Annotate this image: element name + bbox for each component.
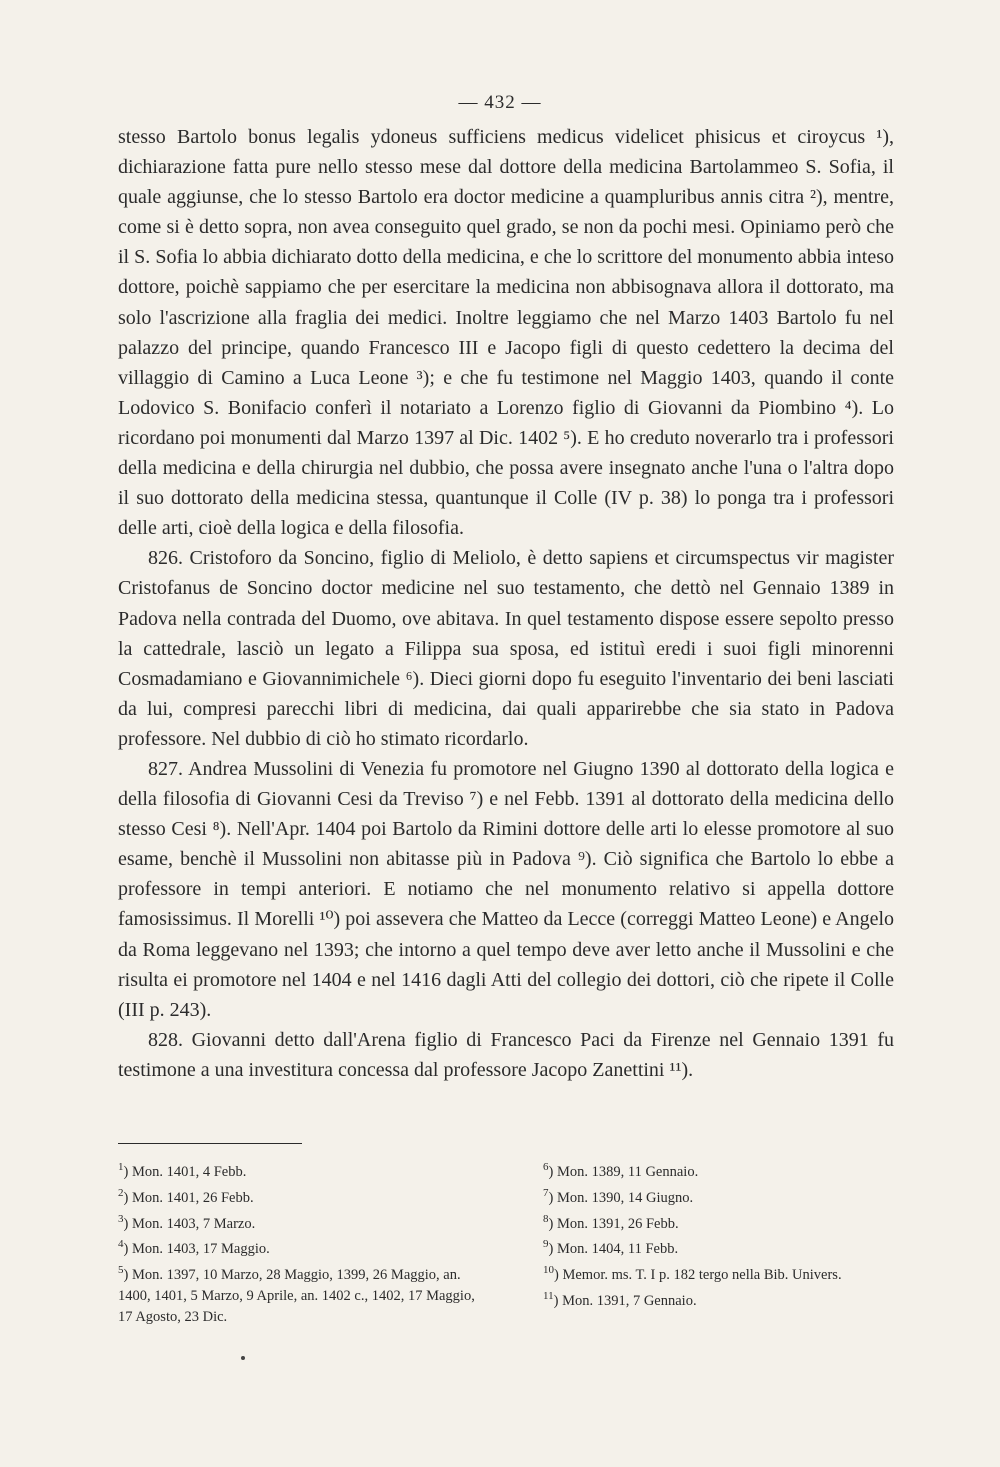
footnote: $^6$) Mon. 1389, 11 Gennaio. (543, 1161, 699, 1180)
footnote: $^8$) Mon. 1391, 26 Febb. (543, 1212, 679, 1232)
paragraph-828: 828. Giovanni detto dall'Arena figlio di Francesco Paci da Firenze nel Gennaio 1391 fu testimone a una investitura concessa dal professore Jacopo Zanettini ¹¹). (118, 1028, 894, 1081)
footnotes (118, 1157, 908, 1328)
footnotes-left-column (118, 1157, 483, 1328)
footnote: $^7$) Mon. 1390, 14 Giugno. (543, 1186, 694, 1206)
footnote-divider (118, 1143, 302, 1144)
footnotes-right-column (523, 1157, 908, 1328)
footnote: $^{11}$) Mon. 1391, 7 Gennaio. (543, 1290, 697, 1309)
page-number: — 432 — (458, 92, 542, 113)
paragraph-826: 826. Cristoforo da Soncino, figlio di Meliolo, è detto sapiens et circumspectus vir magister Cristofanus de Soncino doctor medicine nel suo testamento, che dettò nel Gennaio 1389 in Padova nella contrada del Duomo, ove abitava. In quel testamento dispose essere sepolto presso la cattedrale, lasciò un legato a Filippa sua sposa, ed istituì eredi i suoi figli minorenni Cosmadamiano e Giovannimichele ⁶). Dieci giorni dopo fu eseguito l'inventario dei beni lasciati da lui, compresi parecchi libri di medicina, dai quali apparirebbe che sia stato in Padova professore. Nel dubbio di ciò ho stimato ricordarlo. (118, 547, 894, 750)
footnote: $^9$) Mon. 1404, 11 Febb. (543, 1238, 679, 1258)
paragraph-continuation: stesso Bartolo bonus legalis ydoneus sufficiens medicus videlicet phisicus et ciroycus ¹), dichiarazione fatta pure nello stesso mese dal dottore della medicina Bartolammeo S. Sofia, il quale aggiunse, che lo stesso Bartolo era doctor medicine a quampluribus annis citra ²), mentre, come si è detto sopra, non avea conseguito quel grado, se non da pochi mesi. Opiniamo però che il S. Sofia lo abbia dichiarato dotto della medicina, e che lo scrittore del monumento abbia inteso dottore, poichè sappiamo che per esercitare la medicina non abbisognava allora il dottorato, ma solo l'ascrizione alla fraglia dei medici. Inoltre leggiamo che nel Marzo 1403 Bartolo fu nel palazzo del principe, quando Francesco III e Jacopo figli di questo cedettero la decima del villaggio di Camino a Luca Leone ³); e che fu testimone nel Maggio 1403, quando il conte Lodovico S. Bonifacio conferì il notariato a Lorenzo figlio di Giovanni da Piombino ⁴). Lo ricordano poi monumenti dal Marzo 1397 al Dic. 1402 ⁵). E ho creduto noverarlo tra i professori della medicina e della chirurgia nel dubbio, che possa avere insegnato anche l'una o l'altra dopo il suo dottorato della medicina stessa, quantunque il Colle (IV p. 38) lo ponga tra i professori delle arti, cioè della logica e della filosofia. (118, 126, 894, 540)
paragraph-827: 827. Andrea Mussolini di Venezia fu promotore nel Giugno 1390 al dottorato della logica e della filosofia di Giovanni Cesi da Treviso ⁷) e nel Febb. 1391 al dottorato della medicina dello stesso Cesi ⁸). Nell'Apr. 1404 poi Bartolo da Rimini dottore delle arti lo elesse promotore al suo esame, benchè il Mussolini non abitasse più in Padova ⁹). Ciò significa che Bartolo lo ebbe a professore in tempi anteriori. E notiamo che nel monumento relativo si appella dottore famosissimus. Il Morelli ¹⁰) poi assevera che Matteo da Lecce (correggi Matteo Leone) e Angelo da Roma leggevano nel 1393; che intorno a quel tempo deve aver letto anche il Mussolini e che risulta ei promotore nel 1404 e nel 1416 dagli Atti del collegio dei dottori, ciò che ripete il Colle (III p. 243). (118, 757, 894, 1021)
body-text (118, 122, 894, 1085)
footnote: $^4$) Mon. 1403, 17 Maggio. (118, 1238, 270, 1258)
footnote: $^{10}$) Memor. ms. T. I p. 182 tergo nella Bib. Univers. (543, 1264, 842, 1284)
footnote: $^3$) Mon. 1403, 7 Marzo. (118, 1212, 256, 1232)
footnote: $^2$) Mon. 1401, 26 Febb. (118, 1186, 254, 1206)
footnote: $^1$) Mon. 1401, 4 Febb. (118, 1161, 247, 1180)
footnote: $^5$) Mon. 1397, 10 Marzo, 28 Maggio, 1399, 26 Maggio, an. 1400, 1401, 5 Marzo, 9 Aprile, an. 1402 c., 1402, 17 Maggio, 17 Agosto, 23 Dic. (118, 1264, 475, 1326)
ink-spot (241, 1356, 245, 1360)
